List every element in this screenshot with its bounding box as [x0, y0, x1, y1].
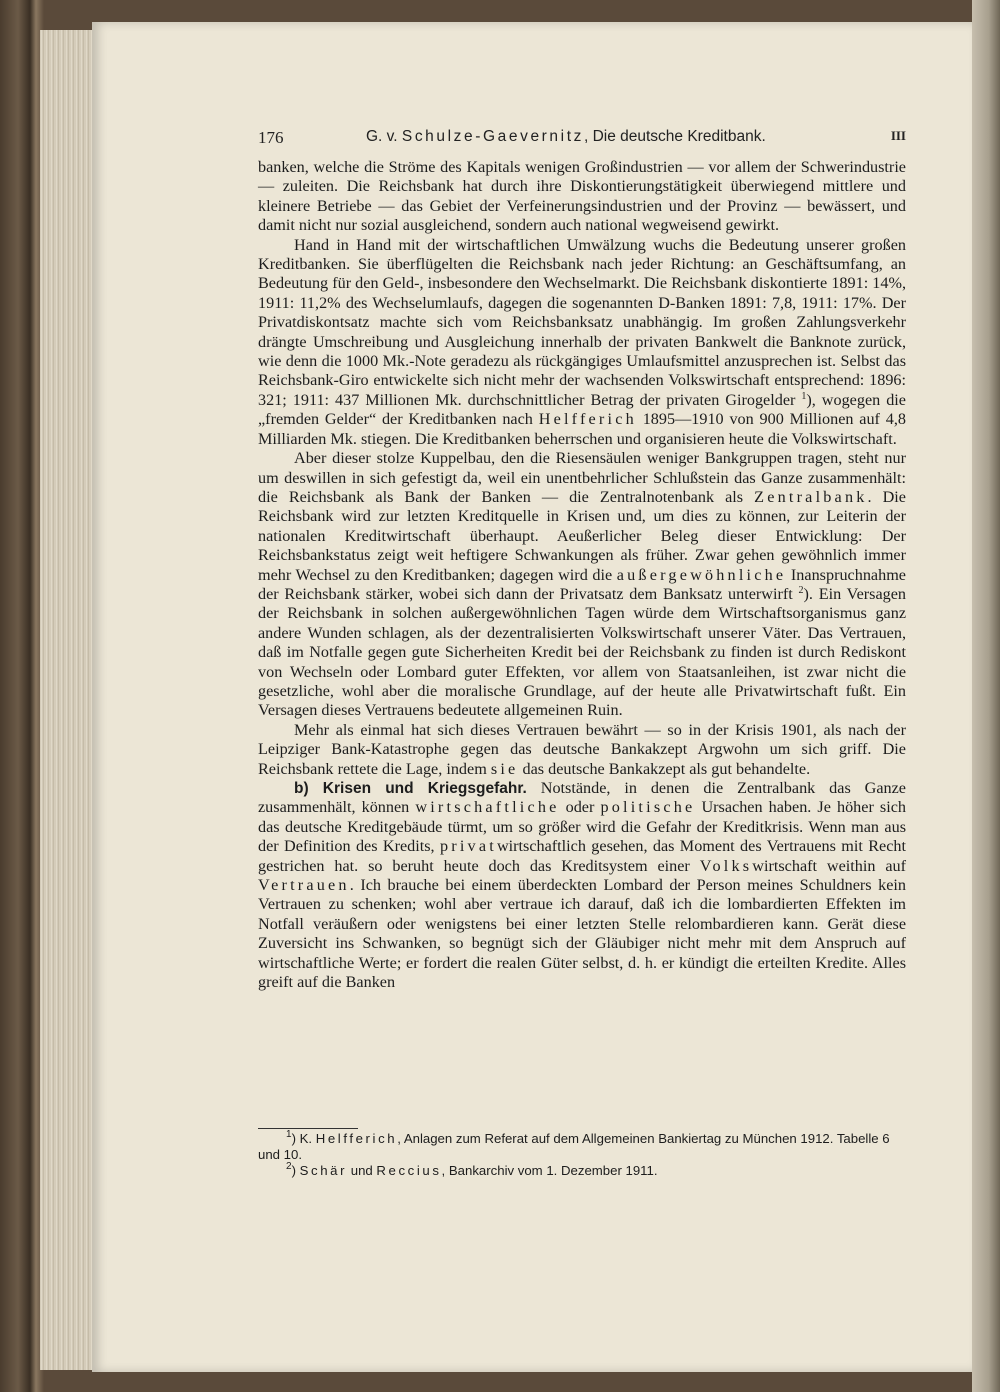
spaced-emphasis: politische [600, 798, 696, 817]
text-run: ), wogegen die „fremden Gelder“ der Kreditbanken nach [258, 390, 906, 429]
spaced-emphasis: Helfferich [538, 410, 637, 429]
text-run: das deutsche Bankakzept als gut behandelte. [518, 759, 811, 778]
body-text [258, 158, 906, 992]
text-run: Inanspruchnahme der Reichsbank stärker, wobei sich dann der Privatsatz dem Banksatz unterwirft [258, 565, 906, 603]
text-run: ). Ein Versagen der Reichsbank in solchen außergewöhnlichen Tagen würde dem Wirtschaftsorganismus ganz andere Wunden schlagen, als der dezentralisierten Volkswirtschaft unserer Väter. Das Vertrauen, daß im Notfalle gegen gute Sicherheiten Kredit bei der Reichsbank zu finden ist durch Rediskont von Wechseln oder Lombard guter Effekten, vor allem von Staatsanleihen, ist zwar nicht die gesetzliche, wohl aber die moralische Grundlage, auf der heute alle Privatwirtschaft fußt. Ein Versagen dieses Vertrauens bedeutete allgemeinen Ruin. [258, 584, 907, 720]
paragraph [258, 236, 906, 449]
paragraph [258, 158, 906, 236]
spaced-emphasis: Zentralbank [754, 487, 868, 506]
text-run: , Anlagen zum Referat auf dem Allgemeinen Bankiertag zu München 1912. Tabelle 6 und 10. [258, 1131, 890, 1162]
spaced-emphasis: Helfferich [315, 1131, 398, 1146]
paragraph [258, 779, 906, 992]
spaced-emphasis: Schär [299, 1163, 348, 1178]
text-run: und [347, 1163, 377, 1178]
page-number: 176 [258, 128, 284, 147]
footnote [258, 1163, 906, 1179]
footnote [258, 1131, 906, 1163]
text-run: ) K. [291, 1131, 316, 1146]
section-mark: III [890, 128, 906, 143]
author-name: Schulze-Gaevernitz [401, 128, 584, 145]
text-run: Hand in Hand mit der wirtschaftlichen Umwälzung wuchs die Bedeutung unserer großen Kreditbanken. Sie überflügelten die Reichsbank nach jeder Richtung: an Geschäftsumfang, an Bedeutung für den Geld-, insbesondere den Wechselmarkt. Die Reichsbank diskontierte 1891: 14%, 1911: 11,2% des Wechselumlaufs, dagegen die sogenannten D-Banken 1891: 7,8, 1911: 17%. Der Privatdiskontsatz machte sich vom Reichsbanksatz unabhängig. Im großen Zahlungsverkehr drängte Umschreibung und Ausgleichung innerhalb der privaten Bankwelt die Banknote zurück, wie denn die 1000 Mk.-Note geradezu als rückgängiges Umlaufsmittel anzusprechen ist. Selbst das Reichsbank-Giro entwickelte sich nicht mehr der wachsenden Volkswirtschaft entsprechend: 1896: 321; 1911: 437 Millionen Mk. durchschnittlicher Betrag der privaten Girogelder [258, 235, 906, 409]
running-title [366, 128, 766, 146]
text-run: Mehr als einmal hat sich dieses Vertrauen bewährt — so in der Krisis 1901, als nach der Leipziger Bank-Katastrophe gegen das deutsche Bankakzept Argwohn um sich griff. Die Reichsbank rettete die Lage, indem [258, 720, 906, 778]
text-run: Aber dieser stolze Kuppelbau, den die Riesensäulen weniger Bankgruppen tragen, steht nur um deswillen in sich gefestigt da, weil ein unentbehrlicher Schlußstein das Ganze zusammenhält: die Reichsbank als Bank der Banken — die Zentralnotenbank als [258, 449, 906, 506]
footnote-ref: 1 [801, 390, 807, 402]
text-run: . Die Reichsbank wird zur letzten Kreditquelle in Krisen und, um dies zu können, zur Leiterin der nationalen Kreditwirtschaft überhaupt. Aeußerlicher Beleg dieser Entwicklung: Der Reichsbankstatus zeigt weit heftigere Schwankungen als früher. Zwar gehen gewöhnlich immer mehr Wechsel zu den Kreditbanken; dagegen wird die [258, 487, 906, 584]
spaced-emphasis: außergewöhnliche [616, 565, 787, 584]
spaced-emphasis: Reccius [376, 1163, 442, 1178]
spaced-emphasis: privat [439, 837, 497, 856]
text-run: 1895—1910 von 900 Millionen auf 4,8 Milliarden Mk. stiegen. Die Kreditbanken beherrschen und organisieren heute die Volkswirtschaft. [258, 410, 906, 448]
text-run: wirtschaft weithin auf [752, 856, 906, 875]
book-page-edges [40, 30, 100, 1370]
text-run: wirtschaftlich gesehen, das Moment des Vertrauens mit Recht gestrichen hat. so beruht heute doch das Kreditsystem einer [258, 837, 906, 875]
text-run: Ursachen haben. Je höher sich das deutsche Kreditgebäude türmt, um so größer wird die Gefahr der Kreditkrisis. Wenn man aus der Definition des Kredits, [258, 798, 906, 856]
footnote-ref: 2 [286, 1161, 292, 1172]
text-run: oder [559, 798, 601, 817]
spaced-emphasis: sie [490, 759, 519, 778]
spaced-emphasis: Volks [699, 856, 753, 875]
section-heading: b) Krisen und Kriegsgefahr. [294, 780, 527, 797]
book-cover-edge [972, 0, 1000, 1392]
footnote-ref: 2 [798, 584, 804, 596]
text-run: ) [291, 1163, 300, 1178]
text-run: banken, welche die Ströme des Kapitals wenigen Großindustrien — vor allem der Schwerindustrie — zuleiten. Die Reichsbank hat durch ihre Diskontierungstätigkeit überwiegend mittlere und kleinere Betriebe — das Gebiet der Verfeinerungsindustrien und der Provinz — bewässert, und damit nicht nur sozial ausgleichend, sondern auch national wegweisend gewirkt. [258, 158, 906, 235]
text-run: . Ich brauche bei einem überdeckten Lombard der Person meines Schuldners kein Vertrauen zu schenken; wohl aber vertraue ich darauf, daß ich die lombardierten Effekten im Notfall veräußern oder wenigstens bei einer letzten Stelle relombardieren kann. Gerät diese Zuversicht ins Schwanken, so begnügt sich der Gläubiger nicht mehr mit dem Anspruch auf wirtschaftliche Werte; er fordert die realen Güter selbst, d. h. er kündigt die erteilten Kredite. Alles greift auf die Banken [258, 876, 906, 992]
footnotes [258, 1131, 906, 1179]
text-run: , Bankarchiv vom 1. Dezember 1911. [441, 1163, 658, 1178]
text-run: Notstände, in denen die Zentralbank das Ganze zusammenhält, können [258, 779, 906, 817]
paragraph [258, 449, 906, 721]
book-title: , Die deutsche Kreditbank. [583, 128, 766, 145]
running-header [258, 128, 908, 150]
paragraph [258, 721, 906, 779]
footnote-ref: 1 [286, 1129, 292, 1140]
author-prefix: G. v. [366, 128, 402, 145]
spaced-emphasis: wirtschaftliche [415, 798, 560, 817]
footnote-rule [258, 1128, 358, 1129]
spaced-emphasis: Vertrauen [258, 876, 350, 895]
